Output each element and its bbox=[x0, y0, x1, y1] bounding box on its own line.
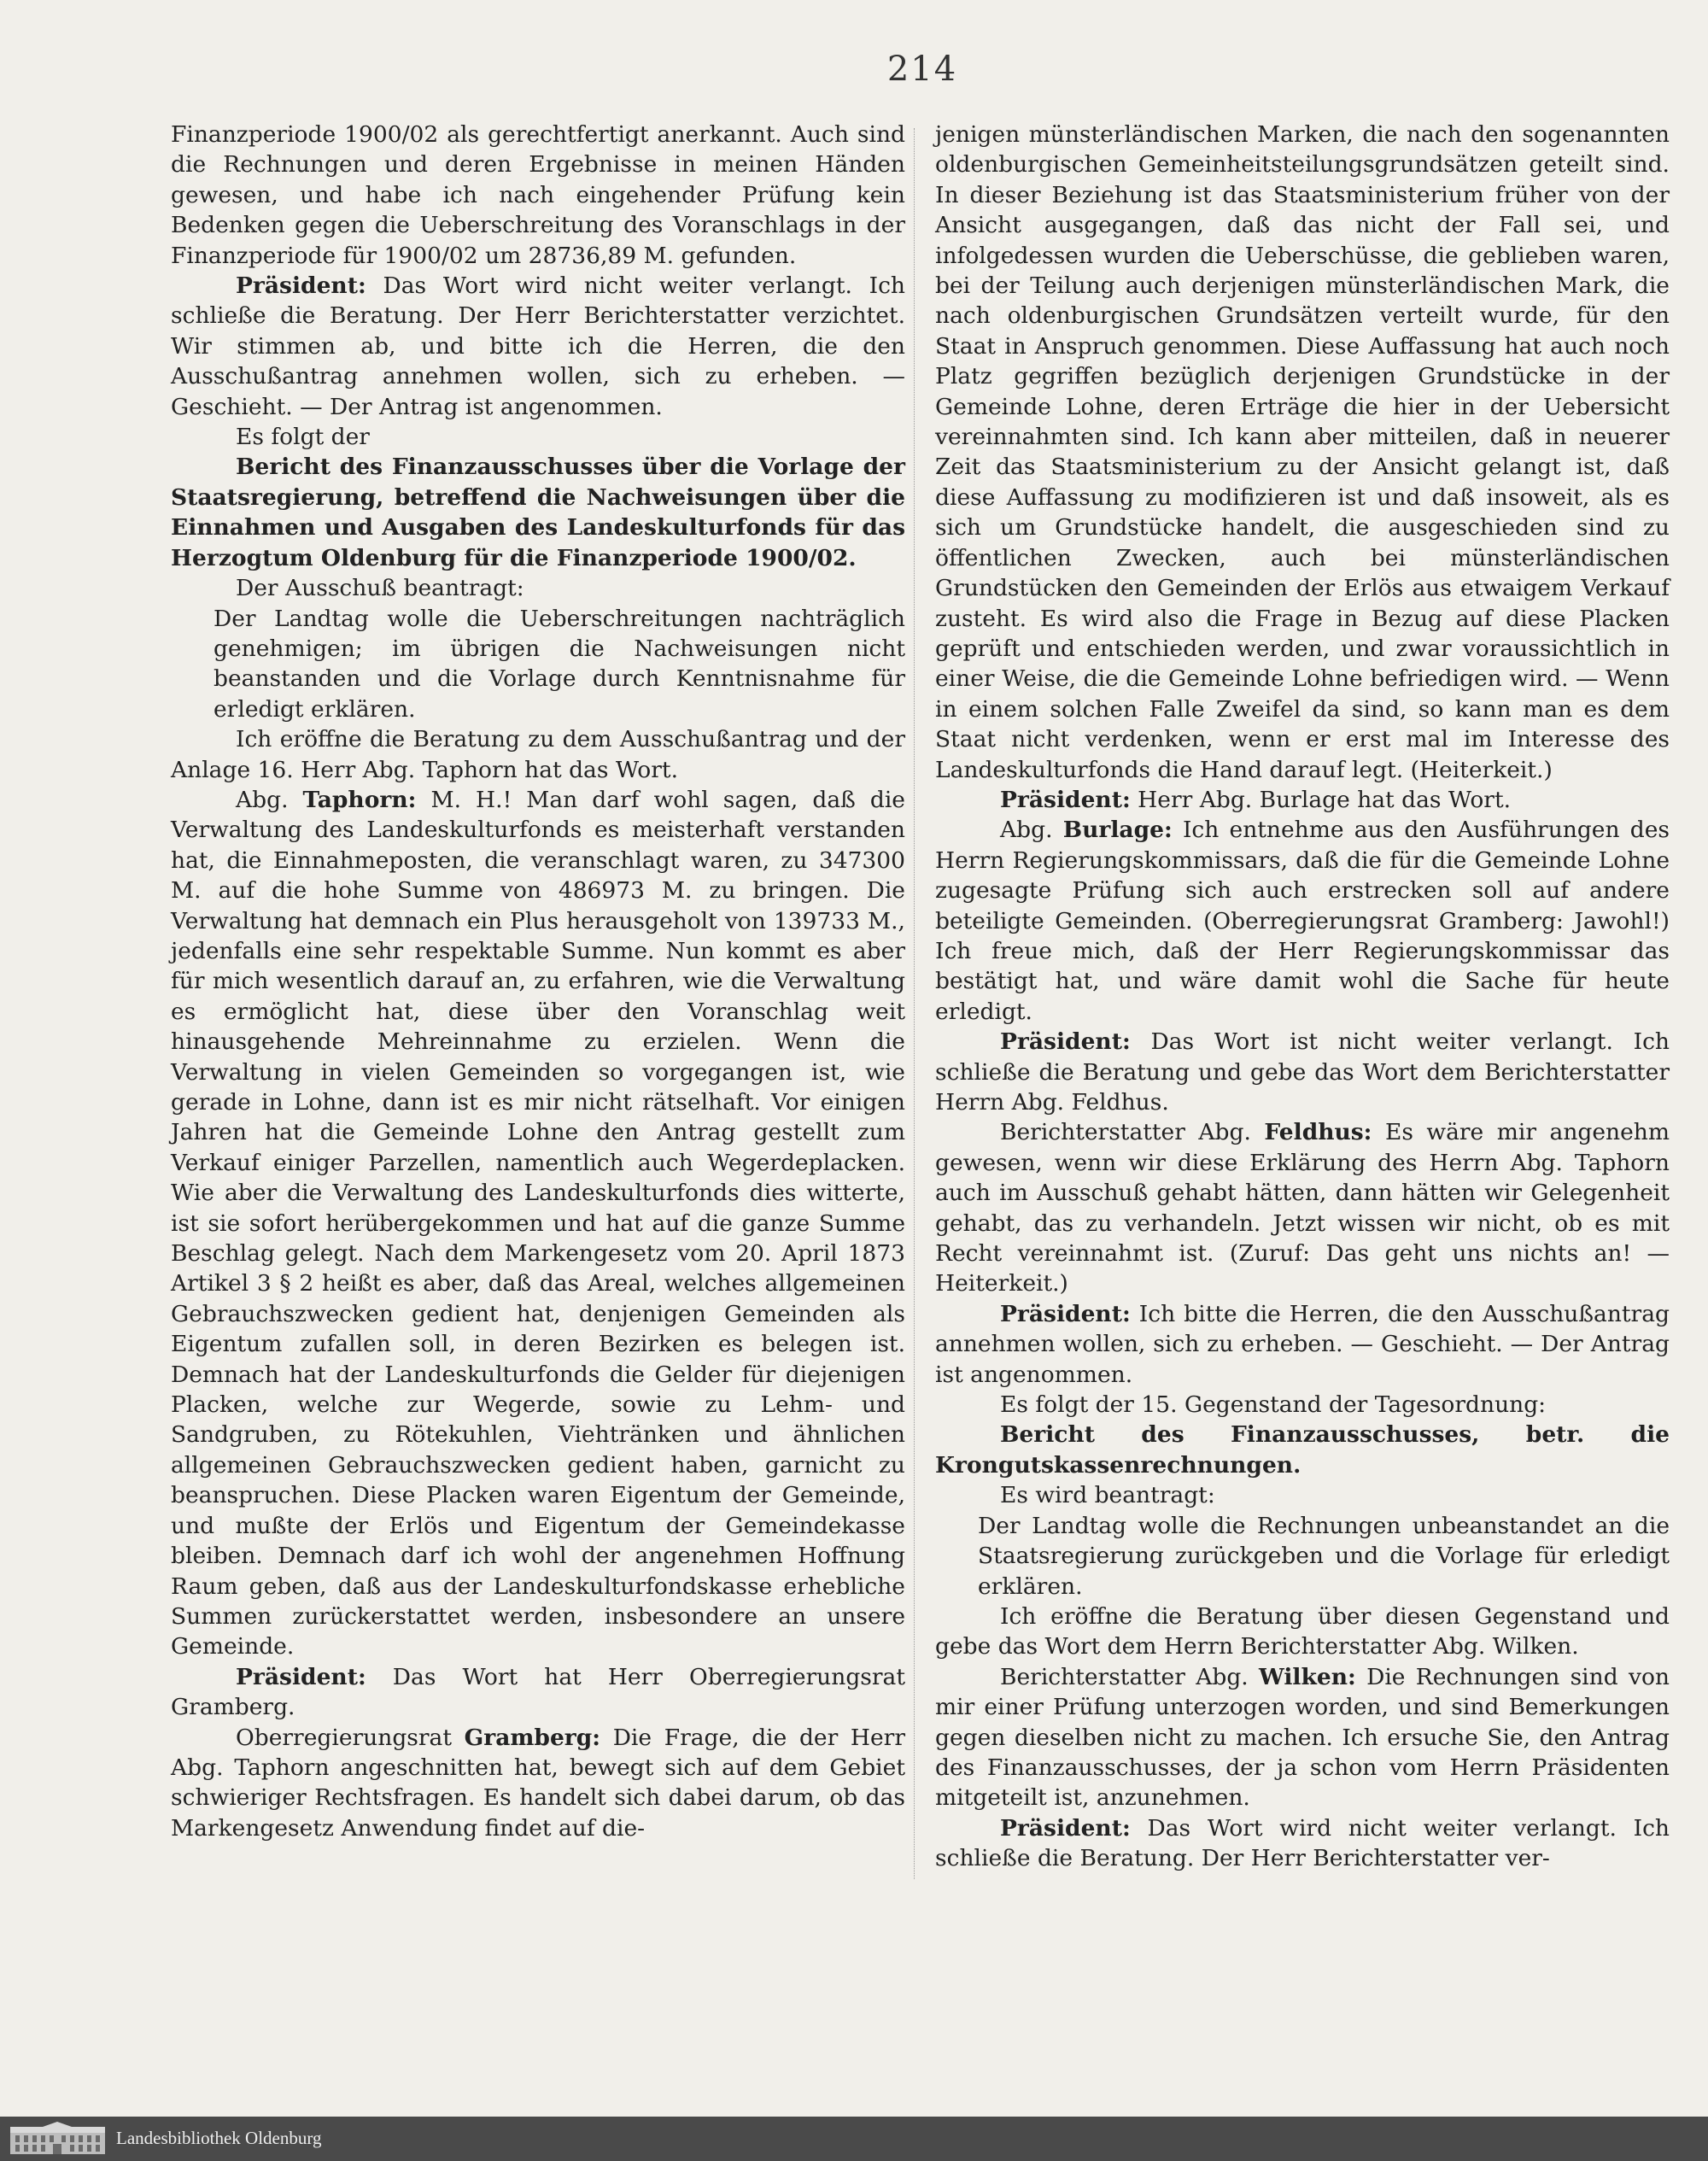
speech-paragraph bbox=[171, 785, 905, 1662]
speech-paragraph bbox=[935, 815, 1670, 1027]
footer-bar bbox=[0, 2117, 1708, 2161]
speaker-title: Berichterstatter Abg. bbox=[1000, 1119, 1251, 1146]
page-number: 214 bbox=[886, 50, 958, 89]
speaker-title: Abg. bbox=[236, 786, 289, 813]
text-paragraph: Finanzperiode 1900/02 als gerechtfertigt anerkannt. Auch sind die Rechnungen und deren Ergebnisse in meinen Händen gewesen, und habe ich nach eingehender Prüfung kein Bedenken gegen die Ueberschreitung des Voranschlags in der Finanzperiode für 1900/02 um 28736,89 M. gefunden. bbox=[171, 121, 905, 269]
speech-text: Die Frage, die der Herr Abg. Taphorn angeschnitten hat, bewegt sich auf dem Gebiet schwieriger Rechtsfragen. Es handelt sich dabei darum, ob das Markengesetz Anwendung findet auf die- bbox=[171, 1724, 905, 1842]
speech-paragraph bbox=[171, 271, 905, 422]
library-building-icon bbox=[9, 2122, 107, 2156]
right-column bbox=[935, 120, 1670, 1874]
text-paragraph: Ich eröffne die Beratung zu dem Ausschußantrag und der Anlage 16. Herr Abg. Taphorn hat das Wort. bbox=[171, 726, 905, 783]
speech-paragraph bbox=[935, 1813, 1670, 1874]
library-name: Landesbibliothek Oldenburg bbox=[116, 2128, 322, 2148]
speaker-title: Oberregierungsrat bbox=[236, 1724, 452, 1751]
speaker-name: Präsident: bbox=[1000, 1300, 1131, 1327]
speech-text: Das Wort wird nicht weiter verlangt. Ich schließe die Beratung. Der Herr Berichterstatter ver- bbox=[935, 1814, 1670, 1872]
speech-text: Das Wort hat Herr Oberregierungsrat Gramberg. bbox=[171, 1663, 905, 1721]
text-paragraph: Es folgt der 15. Gegenstand der Tagesordnung: bbox=[1000, 1391, 1547, 1419]
speech-text: Ich bitte die Herren, die den Ausschußantrag annehmen wollen, sich zu erheben. — Geschieht. — Der Antrag ist angenommen. bbox=[935, 1300, 1670, 1388]
speaker-title: Abg. bbox=[1000, 817, 1053, 844]
speaker-name: Gramberg: bbox=[464, 1724, 601, 1751]
text-paragraph: Es wird beantragt: bbox=[1000, 1482, 1215, 1509]
speaker-name: Feldhus: bbox=[1264, 1119, 1372, 1146]
left-column bbox=[171, 120, 905, 1843]
speech-paragraph bbox=[935, 1117, 1670, 1298]
speech-text: Die Rechnungen sind von mir einer Prüfung unterzogen worden, und sind Bemerkungen gegen dieselben nicht zu machen. Ich ersuche Sie, den Antrag des Finanzausschusses, der ja schon vom Herrn Präsidenten mitgeteilt ist, anzunehmen. bbox=[935, 1663, 1670, 1812]
speech-paragraph bbox=[935, 785, 1670, 815]
speech-paragraph bbox=[171, 1662, 905, 1723]
speech-text: Das Wort wird nicht weiter verlangt. Ich schließe die Beratung. Der Herr Berichterstatter verzichtet. Wir stimmen ab, und bitte ich die Herren, die den Ausschußantrag annehmen wollen, sich zu erheben. — Geschieht. — Der Antrag ist angenommen. bbox=[171, 272, 905, 420]
speaker-name: Präsident: bbox=[236, 272, 366, 300]
speaker-title: Berichterstatter Abg. bbox=[1000, 1663, 1249, 1690]
speech-text: Das Wort ist nicht weiter verlangt. Ich schließe die Beratung und gebe das Wort dem Berichterstatter Herrn Abg. Feldhus. bbox=[935, 1028, 1670, 1116]
text-paragraph: jenigen münsterländischen Marken, die nach den sogenannten oldenburgischen Gemeinheitsteilungsgrundsätzen geteilt sind. In dieser Beziehung ist das Staatsministerium früher von der Ansicht ausgegangen, daß das nicht der Fall sei, und infolgedessen wurden die Ueberschüsse, die geblieben waren, bei der Teilung auch derjenigen münsterländischen Mark, die nach oldenburgischen Grundsätzen verteilt wurde, für den Staat in Anspruch genommen. Diese Auffassung hat auch noch Platz gegriffen bezüglich derjenigen Grundstücke in der Gemeinde Lohne, deren Erträge die hier in der Uebersicht vereinnahmten sind. Ich kann aber mitteilen, daß in neuerer Zeit das Staatsministerium zu der Ansicht gelangt ist, daß diese Auffassung zu modifizieren ist und daß insoweit, als es sich um Grundstücke handelt, die ausgeschieden sind zu öffentlichen Zwecken, auch bei münsterländischen Grundstücken den Gemeinden der Erlös aus etwaigem Verkauf zusteht. Es wird also die Frage in Bezug auf diese Placken geprüft und entschieden werden, und zwar voraussichtlich in einer Weise, die die Gemeinde Lohne befriedigen wird. — Wenn in einem solchen Falle Zweifel da sind, so kann man es dem Staat nicht verdenken, wenn er erst mal im Interesse des Landeskulturfonds die Hand darauf legt. (Heiterkeit.) bbox=[935, 121, 1670, 783]
section-heading: Bericht des Finanzausschusses über die Vorlage der Staatsregierung, betreffend die Nachweisungen über die Einnahmen und Ausgaben des Landeskulturfonds für das Herzogtum Oldenburg für die Finanzperiode 1900/02. bbox=[171, 454, 905, 571]
speech-paragraph bbox=[171, 1723, 905, 1844]
text-paragraph: Ich eröffne die Beratung über diesen Gegenstand und gebe das Wort dem Herrn Berichterstatter Abg. Wilken. bbox=[935, 1602, 1670, 1660]
speaker-name: Präsident: bbox=[1000, 1814, 1131, 1842]
speaker-name: Wilken: bbox=[1259, 1663, 1356, 1690]
speaker-name: Taphorn: bbox=[302, 786, 417, 813]
speech-paragraph bbox=[935, 1662, 1670, 1813]
speech-paragraph bbox=[935, 1299, 1670, 1390]
speech-text: Ich entnehme aus den Ausführungen des Herrn Regierungskommissars, daß die für die Gemeinde Lohne zugesagte Prüfung sich auch erstrecken soll auf andere beteiligte Gemeinden. (Oberregierungsrat Gramberg: Jawohl!) Ich freue mich, daß der Herr Regierungskommissar das bestätigt hat, und wäre damit wohl die Sache für heute erledigt. bbox=[935, 817, 1670, 1025]
speech-paragraph bbox=[935, 1027, 1670, 1117]
speaker-name: Präsident: bbox=[1000, 1028, 1131, 1056]
speech-text: Es wäre mir angenehm gewesen, wenn wir diese Erklärung des Herrn Abg. Taphorn auch im Ausschuß gehabt hätten, dann hätten wir Gelegenheit gehabt, das zu verhandeln. Jetzt wissen wir nicht, ob es mit Recht vereinnahmt ist. (Zuruf: Das geht uns nichts an! — Heiterkeit.) bbox=[935, 1119, 1670, 1297]
speech-text: Herr Abg. Burlage hat das Wort. bbox=[1138, 786, 1512, 813]
motion-text: Der Landtag wolle die Rechnungen unbeanstandet an die Staatsregierung zurückgeben und die Vorlage für erledigt erklären. bbox=[978, 1512, 1670, 1600]
speaker-name: Burlage: bbox=[1062, 817, 1173, 844]
speaker-name: Präsident: bbox=[236, 1663, 366, 1690]
speaker-name: Präsident: bbox=[1000, 786, 1131, 813]
text-paragraph: Es folgt der bbox=[236, 424, 370, 451]
text-paragraph: Der Ausschuß beantragt: bbox=[236, 575, 524, 602]
motion-text: Der Landtag wolle die Ueberschreitungen nachträglich genehmigen; im übrigen die Nachweisungen nicht beanstanden und die Vorlage durch Kenntnisnahme für erledigt erklären. bbox=[214, 605, 905, 723]
speech-text: M. H.! Man darf wohl sagen, daß die Verwaltung des Landeskulturfonds es meisterhaft verstanden hat, die Einnahmeposten, die veranschlagt waren, zu 347300 M. auf die hohe Summe von 486973 M. zu bringen. Die Verwaltung hat demnach ein Plus herausgeholt von 139733 M., jedenfalls eine sehr respektable Summe. Nun kommt es aber für mich wesentlich darauf an, zu erfahren, wie die Verwaltung es ermöglicht hat, diese über den Voranschlag weit hinausgehende Mehreinnahme zu erzielen. Wenn die Verwaltung in vielen Gemeinden so vorgegangen ist, wie gerade in Lohne, dann ist es mir nicht rätselhaft. Vor einigen Jahren hat die Gemeinde Lohne den Antrag gestellt zum Verkauf einiger Parzellen, namentlich auch Wegerdeplacken. Wie aber die Verwaltung des Landeskulturfonds dies witterte, ist sie sofort herübergekommen und hat auf die ganze Summe Beschlag gelegt. Nach dem Markengesetz vom 20. April 1873 Artikel 3 § 2 heißt es aber, daß das Areal, welches allgemeinen Gebrauchszwecken gedient hat, denjenigen Gemeinden als Eigentum zufallen soll, in deren Bezirken es belegen ist. Demnach hat der Landeskulturfonds die Gelder für diejenigen Placken, welche zur Wegerde, sowie zu Lehm- und Sandgruben, zu Rötekuhlen, Viehtränken und ähnlichen allgemeinen Gebrauchszwecken gedient haben, garnicht zu beanspruchen. Diese Placken waren Eigentum der Gemeinde, und mußte der Erlös und Eigentum der Gemeindekasse bleiben. Demnach darf ich wohl der angenehmen Hoffnung Raum geben, daß aus der Landeskulturfondskasse erhebliche Summen zurückerstattet werden, insbesondere an unsere Gemeinde. bbox=[171, 786, 905, 1660]
section-heading: Bericht des Finanzausschusses, betr. die Krongutskassenrechnungen. bbox=[935, 1421, 1670, 1479]
column-divider bbox=[914, 128, 915, 1879]
